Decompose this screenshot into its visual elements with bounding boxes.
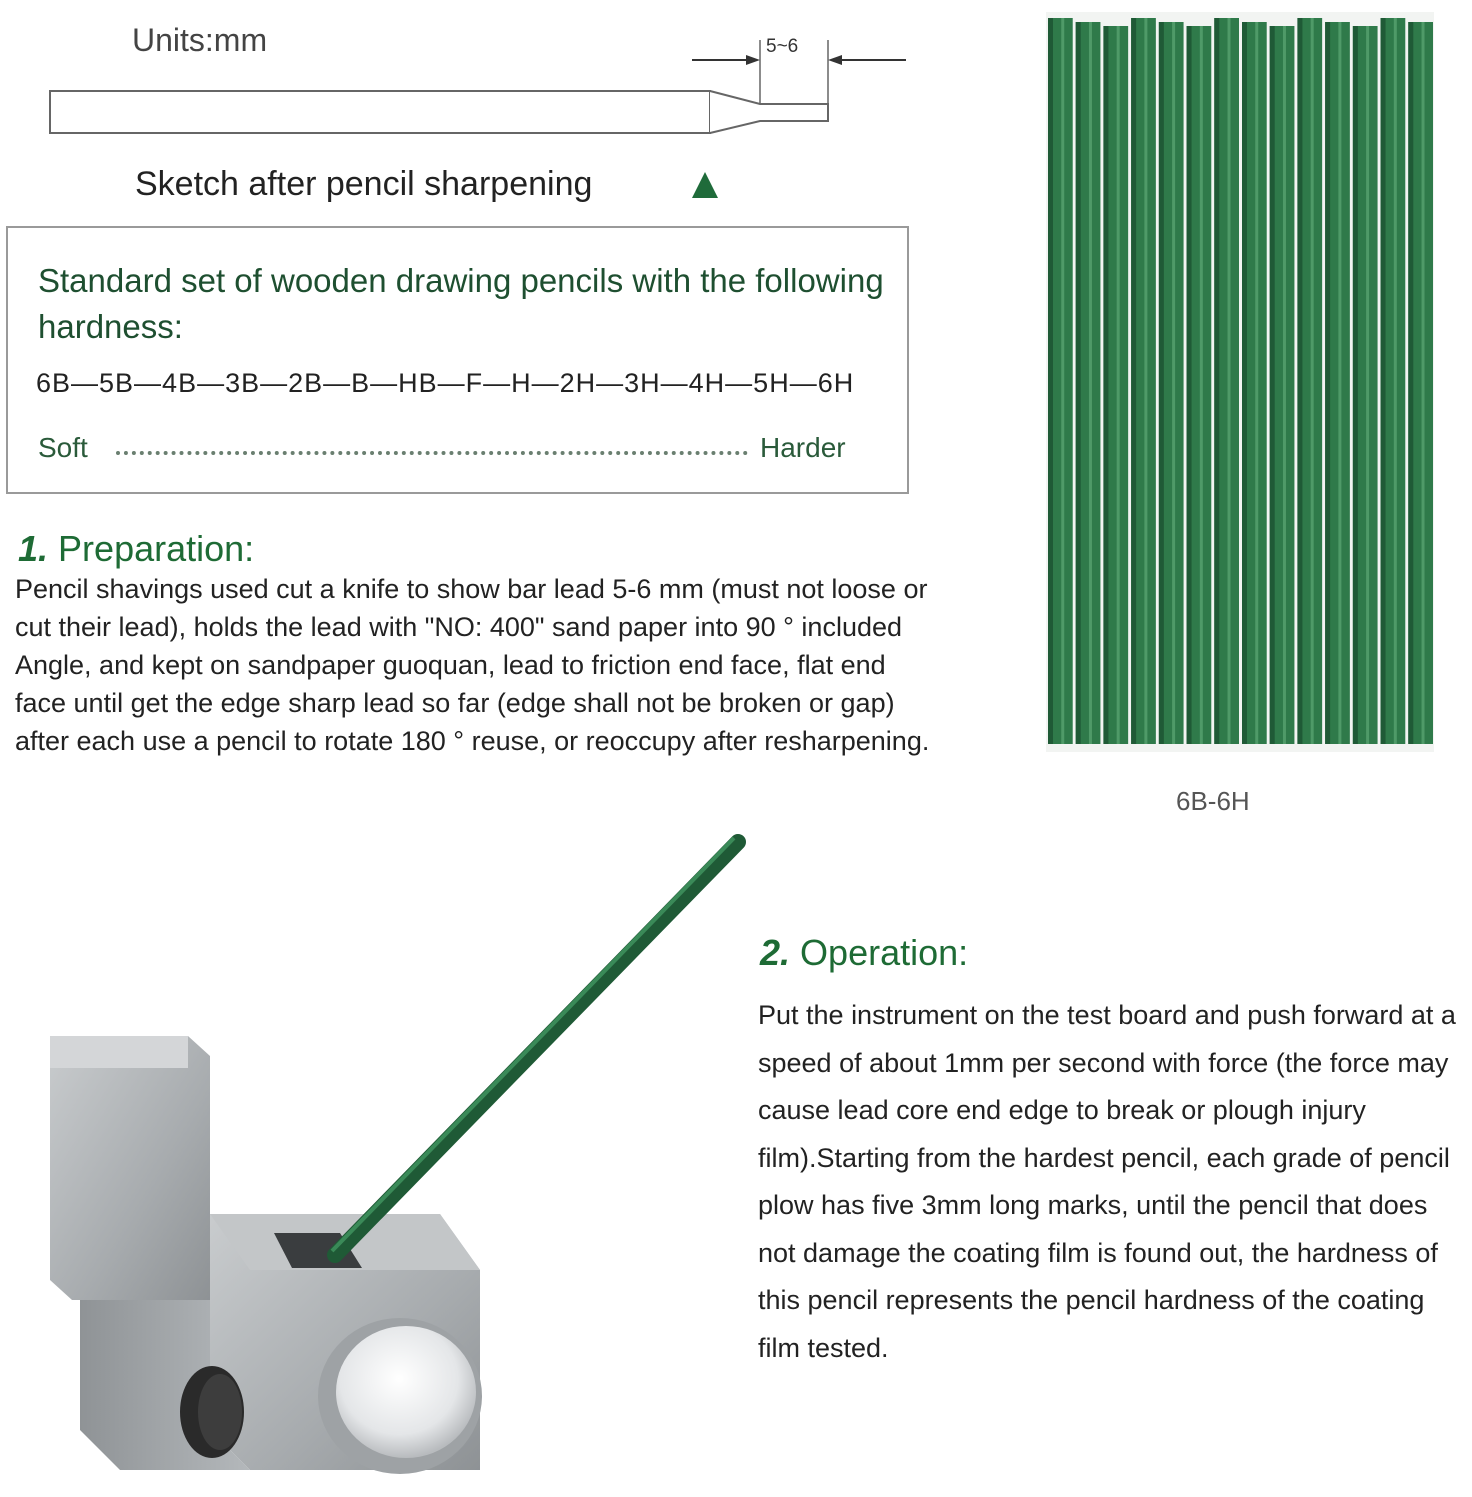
pencil-5 (1159, 22, 1184, 744)
pencil-11 (1325, 22, 1350, 744)
pencil-12 (1353, 26, 1378, 744)
pencil-7 (1214, 18, 1239, 744)
pencil-10 (1297, 18, 1322, 744)
operation-number: 2. (760, 932, 791, 973)
operation-title: Operation: (800, 932, 969, 973)
dimension-label: 5~6 (766, 36, 799, 57)
pencil-3 (1103, 26, 1128, 744)
pencil-set-image (1046, 12, 1434, 752)
operation-body: Put the instrument on the test board and push forward at a speed of about 1mm per second with force (the force may cause lead core end edge to break or plough injury film).Starting from the hardest pencil, each grade of pencil plow has five 3mm long marks, until the pencil that does not damage the coating film is found out, the hardness of this pencil represents the pencil hardness of the coating film tested. (758, 1000, 1456, 1363)
sketch-caption: Sketch after pencil sharpening (135, 165, 593, 203)
preparation-body: Pencil shavings used cut a knife to show bar lead 5-6 mm (must not loose or cut their lead), holds the lead with "NO: 400" sand paper into 90 ° included Angle, and kept on sandpaper guoquan, lead to friction end face, flat end face until get the edge sharp lead so far (edge shall not be broken or gap) after each use a pencil to rotate 180 ° reuse, or reoccupy after resharpening. (15, 574, 930, 756)
sharpened-pencil-sketch (0, 0, 920, 150)
soft-label: Soft (38, 432, 88, 463)
pencil-14 (1408, 22, 1433, 744)
pencil-hardness-tester-image (40, 830, 760, 1490)
preparation-heading (18, 528, 254, 570)
harder-label: Harder (760, 432, 846, 463)
units-label: Units:mm (132, 22, 268, 58)
pencil-13 (1381, 18, 1406, 744)
preparation-title: Preparation: (58, 528, 255, 569)
preparation-number: 1. (18, 528, 49, 569)
dotted-divider (116, 451, 748, 455)
hardness-title: Standard set of wooden drawing pencils with the following hardness: (38, 262, 884, 345)
pencil-2 (1076, 22, 1101, 744)
pencil-8 (1242, 22, 1267, 744)
pencil-set-caption: 6B-6H (1176, 786, 1250, 816)
hardness-scale: 6B—5B—4B—3B—2B—B—HB—F—H—2H—3H—4H—5H—6H (36, 368, 855, 398)
pencil-4 (1131, 18, 1156, 744)
triangle-arrow-icon (692, 172, 718, 198)
pencil-1 (1048, 18, 1073, 744)
pencil-6 (1187, 26, 1212, 744)
pencil-9 (1270, 26, 1295, 744)
hardness-box (6, 226, 909, 494)
operation-heading (760, 932, 968, 974)
